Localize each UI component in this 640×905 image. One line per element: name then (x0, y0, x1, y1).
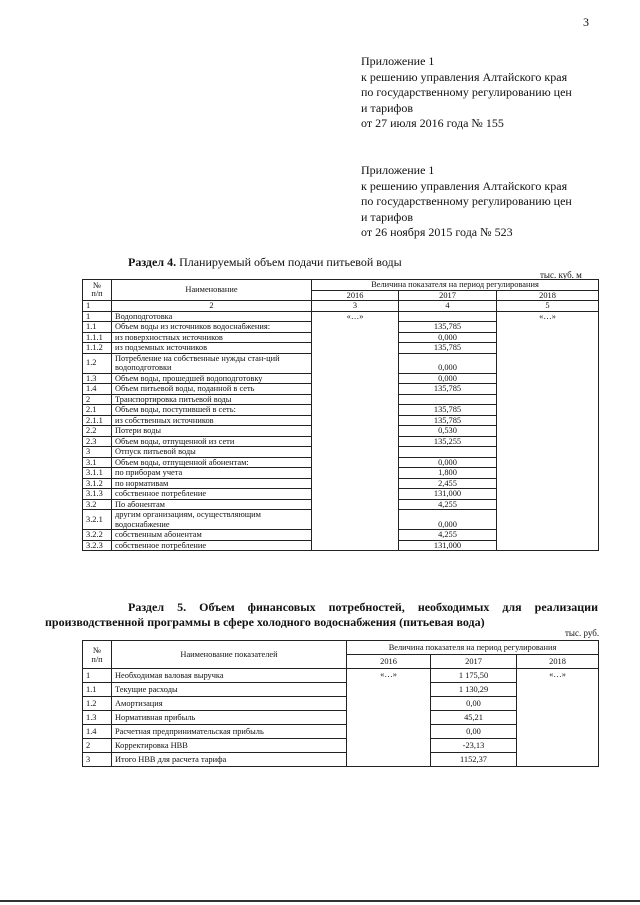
row-name: Объем воды из источников водоснабжения: (112, 322, 312, 333)
row-name: Текущие расходы (112, 683, 347, 697)
value-2017: 45,21 (431, 711, 517, 725)
value-2016: «…» (312, 311, 399, 551)
value-2017: 135,785 (399, 384, 497, 395)
row-name: Итого НВВ для расчета тарифа (112, 753, 347, 767)
section-4-label: Раздел 4. (128, 255, 177, 269)
appendix-line: от 27 июля 2016 года № 155 (361, 116, 504, 131)
value-2017: 0,00 (431, 725, 517, 739)
value-2017: 0,000 (399, 373, 497, 384)
row-number: 1.2 (83, 697, 112, 711)
row-name: собственным абонентам (112, 530, 312, 541)
appendix-line: и тарифов (361, 100, 414, 115)
value-2017: 0,000 (399, 510, 497, 530)
row-name: Потери воды (112, 426, 312, 437)
row-number: 1.3 (83, 711, 112, 725)
table-header-row (83, 641, 599, 655)
appendix-line: по государственному регулированию цен (361, 194, 572, 209)
value-2018: «…» (497, 311, 599, 551)
row-name: Объем воды, поступившей в сеть: (112, 405, 312, 416)
index-cell: 1 (83, 301, 112, 312)
row-name: Корректировка НВВ (112, 739, 347, 753)
value-2017: 135,785 (399, 415, 497, 426)
row-number: 3.2.3 (83, 540, 112, 551)
row-number: 3.1.3 (83, 489, 112, 500)
row-number: 1.4 (83, 725, 112, 739)
appendix-block-2016 (361, 54, 572, 132)
row-number: 3.2 (83, 499, 112, 510)
header-year-2017: 2017 (431, 655, 517, 669)
header-year-2018: 2018 (497, 290, 599, 301)
row-number: 3.1.2 (83, 478, 112, 489)
section-5-label: Раздел 5. (128, 600, 187, 614)
row-number: 3 (83, 447, 112, 458)
value-2017: -23,13 (431, 739, 517, 753)
row-number: 1.2 (83, 353, 112, 373)
table-header-row (83, 280, 599, 291)
row-name: Водоподготовка (112, 311, 312, 322)
row-name: Расчетная предпринимательская прибыль (112, 725, 347, 739)
appendix-line: от 26 ноября 2015 года № 523 (361, 225, 513, 240)
row-number: 1 (83, 311, 112, 322)
row-number: 1.1 (83, 322, 112, 333)
row-number: 1.1.1 (83, 332, 112, 343)
header-period: Величина показателя на период регулирования (347, 641, 599, 655)
bottom-border-line (0, 900, 640, 902)
row-name: из собственных источников (112, 415, 312, 426)
row-name: другим организациям, осуществляющим водоснабжение (112, 510, 312, 530)
row-name: Транспортировка питьевой воды (112, 394, 312, 405)
row-name: из подземных источников (112, 343, 312, 354)
section-5-unit: тыс. руб. (565, 628, 600, 638)
row-number: 2 (83, 739, 112, 753)
row-number: 1.4 (83, 384, 112, 395)
appendix-line: по государственному регулированию цен (361, 85, 572, 100)
row-name: Отпуск питьевой воды (112, 447, 312, 458)
row-name: Объем воды, прошедшей водоподготовку (112, 373, 312, 384)
row-number: 2 (83, 394, 112, 405)
row-name: Амортизация (112, 697, 347, 711)
value-2016: «…» (347, 669, 431, 767)
row-name: собственное потребление (112, 489, 312, 500)
value-2017: 131,000 (399, 489, 497, 500)
row-name: Необходимая валовая выручка (112, 669, 347, 683)
value-2017: 135,785 (399, 343, 497, 354)
value-2017: 1,800 (399, 468, 497, 479)
row-name: Потребление на собственные нужды стан-ций водоподготовки (112, 353, 312, 373)
section-5-caption: Объем финансовых потребностей, необходимых для реализации производственной программы в сфере холодного водоснабжения (питьевая вода) (45, 600, 598, 629)
section-4-unit: тыс. куб. м (540, 270, 582, 280)
header-name: Наименование показателей (112, 641, 347, 669)
row-number: 3.2.1 (83, 510, 112, 530)
header-year-2016: 2016 (347, 655, 431, 669)
row-name: собственное потребление (112, 540, 312, 551)
row-name: Объем воды, отпущенной из сети (112, 436, 312, 447)
index-cell: 5 (497, 301, 599, 312)
value-2017: 0,000 (399, 457, 497, 468)
index-cell: 4 (399, 301, 497, 312)
appendix-block-2015 (361, 163, 572, 241)
row-number: 2.2 (83, 426, 112, 437)
appendix-line: Приложение 1 (361, 54, 435, 68)
row-name: Нормативная прибыль (112, 711, 347, 725)
value-2017: 135,255 (399, 436, 497, 447)
value-2017: 0,000 (399, 332, 497, 343)
row-number: 3.1.1 (83, 468, 112, 479)
table-row (83, 669, 599, 683)
value-2017: 0,000 (399, 353, 497, 373)
section-4-title (128, 255, 402, 270)
index-cell: 2 (112, 301, 312, 312)
value-2017 (399, 447, 497, 458)
value-2017: 1 130,29 (431, 683, 517, 697)
row-name: по приборам учета (112, 468, 312, 479)
value-2017: 2,455 (399, 478, 497, 489)
header-num: № п/п (83, 641, 112, 669)
row-number: 2.1 (83, 405, 112, 416)
row-number: 3.2.2 (83, 530, 112, 541)
appendix-line: к решению управления Алтайского края (361, 178, 568, 193)
water-supply-volume-body (83, 280, 599, 551)
section-5-title (45, 600, 598, 630)
water-supply-volume-table (82, 279, 599, 551)
row-name: Объем воды, отпущенной абонентам: (112, 457, 312, 468)
value-2017: 1 175,50 (431, 669, 517, 683)
row-number: 1.1.2 (83, 343, 112, 354)
value-2017: 131,000 (399, 540, 497, 551)
table-row (83, 311, 599, 322)
row-number: 2.1.1 (83, 415, 112, 426)
financial-needs-body (83, 641, 599, 767)
row-number: 1.3 (83, 373, 112, 384)
value-2017: 4,255 (399, 499, 497, 510)
value-2017 (399, 311, 497, 322)
table-index-row (83, 301, 599, 312)
value-2017: 0,530 (399, 426, 497, 437)
header-year-2018: 2018 (517, 655, 599, 669)
row-name: из поверхностных источников (112, 332, 312, 343)
row-number: 3 (83, 753, 112, 767)
row-number: 3.1 (83, 457, 112, 468)
value-2017: 135,785 (399, 322, 497, 333)
value-2017: 0,00 (431, 697, 517, 711)
appendix-line: к решению управления Алтайского края (361, 69, 568, 84)
row-number: 1 (83, 669, 112, 683)
index-cell: 3 (312, 301, 399, 312)
page-number: 3 (583, 15, 589, 29)
value-2017: 135,785 (399, 405, 497, 416)
value-2017 (399, 394, 497, 405)
value-2017: 1152,37 (431, 753, 517, 767)
value-2017: 4,255 (399, 530, 497, 541)
header-num: № п/п (83, 280, 112, 301)
row-name: по нормативам (112, 478, 312, 489)
section-4-caption: Планируемый объем подачи питьевой воды (176, 255, 402, 269)
appendix-line: Приложение 1 (361, 163, 435, 177)
appendix-line: и тарифов (361, 209, 414, 224)
row-number: 2.3 (83, 436, 112, 447)
row-name: Объем питьевой воды, поданной в сеть (112, 384, 312, 395)
header-name: Наименование (112, 280, 312, 301)
header-year-2016: 2016 (312, 290, 399, 301)
header-period: Величина показателя на период регулирования (312, 280, 599, 291)
value-2018: «…» (517, 669, 599, 767)
row-name: По абонентам (112, 499, 312, 510)
row-number: 1.1 (83, 683, 112, 697)
header-year-2017: 2017 (399, 290, 497, 301)
financial-needs-table (82, 640, 599, 767)
